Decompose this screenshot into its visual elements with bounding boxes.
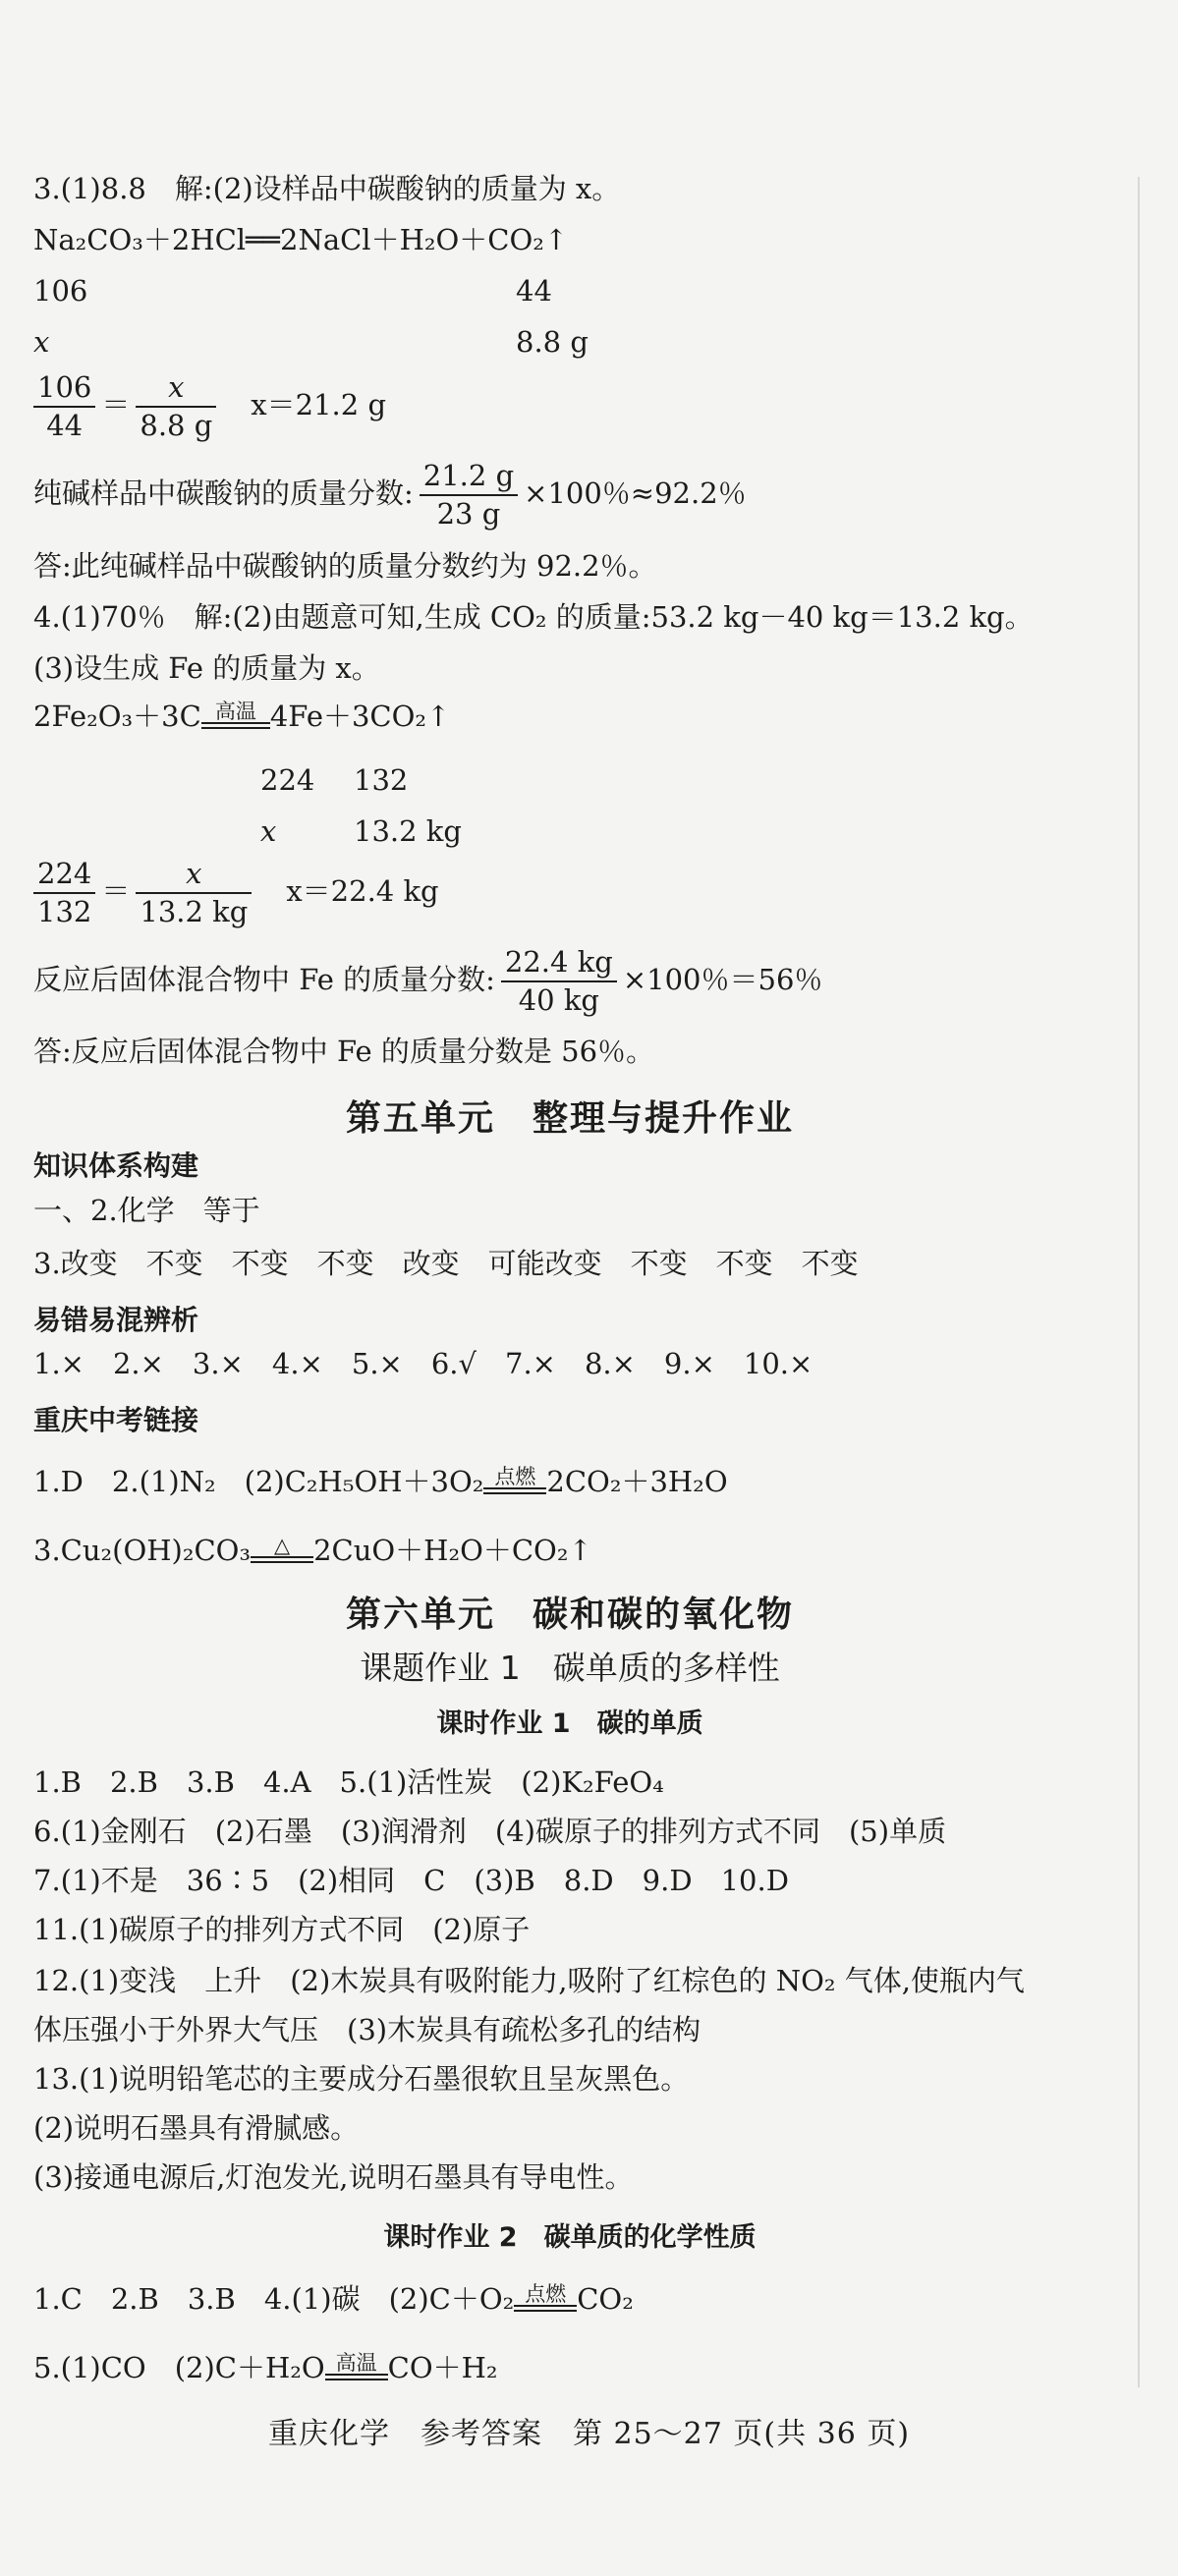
unit5-s3-l1-condition: 点燃 xyxy=(494,1465,536,1488)
unit6-line-3: 7.(1)不是 36∶5 (2)相同 C (3)B 8.D 9.D 10.D xyxy=(33,1864,789,1897)
p3-mass-right-2: 8.8 g xyxy=(516,325,589,359)
unit6-l10-condition: 点燃 xyxy=(525,2282,567,2306)
unit6-title: 第六单元 碳和碳的氧化物 xyxy=(345,1595,794,1635)
unit6-line-7: 13.(1)说明铅笔芯的主要成分石墨很软且呈灰黑色。 xyxy=(33,2062,690,2096)
p4-eq-condition: 高温 xyxy=(214,700,256,723)
equals-sign xyxy=(325,2374,388,2380)
equals-sign xyxy=(514,2305,577,2312)
p3-prop-num-2: x xyxy=(136,373,216,408)
unit6-l11-condition: 高温 xyxy=(335,2351,377,2375)
p4-prop-den-1: 132 xyxy=(37,895,92,928)
p3-fraction-den: 23 g xyxy=(436,497,501,531)
p4-equation xyxy=(33,702,450,737)
p4-mass-right-1: 132 xyxy=(354,763,409,797)
p3-mass-left-1: 106 xyxy=(33,274,88,308)
equals-sign xyxy=(201,722,270,729)
p4-prop-den-2: 13.2 kg xyxy=(140,895,249,928)
unit6-subtitle: 课题作业 1 碳单质的多样性 xyxy=(360,1649,780,1687)
p3-answer: 答:此纯碱样品中碳酸钠的质量分数约为 92.2％。 xyxy=(33,549,657,583)
unit6-l11-right: CO＋H₂ xyxy=(387,2351,498,2384)
unit5-section-3: 重庆中考链接 xyxy=(33,1404,199,1436)
p4-eq-right: 4Fe＋3CO₂↑ xyxy=(269,700,451,733)
unit5-s3-l2-left: 3.Cu₂(OH)₂CO₃ xyxy=(33,1534,252,1567)
p3-proportion: $\frac{106}{44}$ ＝ $\frac{x}{8.8 g}$ x＝21.2 g xyxy=(33,373,386,440)
p4-prop-num-2: x xyxy=(136,860,252,894)
unit6-l11-left: 5.(1)CO (2)C＋H₂O xyxy=(33,2351,325,2384)
p4-mass-right-2: 13.2 kg xyxy=(354,814,462,848)
p4-proportion: $\frac{224}{132}$ ＝ $\frac{x}{13.2 kg}$ x＝22.4 kg xyxy=(33,860,439,926)
unit5-s3-l1-right: 2CO₂＋3H₂O xyxy=(546,1465,728,1498)
unit6-line-4: 11.(1)碳原子的排列方式不同 (2)原子 xyxy=(33,1913,531,1946)
p4-fraction-suffix: ×100％＝56％ xyxy=(622,963,823,996)
unit5-s3-l1-left: 1.D 2.(1)N₂ (2)C₂H₅OH＋3O₂ xyxy=(33,1465,484,1498)
unit5-s1-line-1: 一、2.化学 等于 xyxy=(33,1194,260,1227)
p4-prop-result: x＝22.4 kg xyxy=(286,874,439,908)
unit6-line-10 xyxy=(33,2282,634,2320)
unit5-title: 第五单元 整理与提升作业 xyxy=(345,1098,794,1139)
p4-line-1: 4.(1)70％ 解:(2)由题意可知,生成 CO₂ 的质量:53.2 kg－40 kg＝13.2 kg。 xyxy=(33,600,1034,634)
equals-sign xyxy=(483,1487,546,1494)
p4-mass-left-1: 224 xyxy=(260,763,315,797)
unit6-line-1: 1.B 2.B 3.B 4.A 5.(1)活性炭 (2)K₂FeO₄ xyxy=(33,1765,664,1799)
unit5-section-1: 知识体系构建 xyxy=(33,1149,199,1182)
unit6-lesson-1-title: 课时作业 1 碳的单质 xyxy=(436,1708,703,1739)
unit5-section-2: 易错易混辨析 xyxy=(33,1304,199,1336)
unit6-line-6: 体压强小于外界大气压 (3)木炭具有疏松多孔的结构 xyxy=(33,2013,701,2046)
unit5-s3-l2-condition: △ xyxy=(274,1534,291,1557)
p4-mass-left-2: x xyxy=(260,814,277,848)
p3-prop-den-2: 8.8 g xyxy=(140,409,213,442)
unit6-line-5: 12.(1)变浅 上升 (2)木炭具有吸附能力,吸附了红棕色的 NO₂ 气体,使瓶内气 xyxy=(33,1964,1025,1997)
p3-fraction-suffix: ×100％≈92.2％ xyxy=(524,476,747,510)
unit6-l10-left: 1.C 2.B 3.B 4.(1)碳 (2)C＋O₂ xyxy=(33,2282,515,2316)
unit5-s3-line-2 xyxy=(33,1534,592,1571)
p3-fraction-prefix: 纯碱样品中碳酸钠的质量分数: xyxy=(33,476,414,510)
p4-fraction-prefix: 反应后固体混合物中 Fe 的质量分数: xyxy=(33,963,495,996)
unit6-line-2: 6.(1)金刚石 (2)石墨 (3)润滑剂 (4)碳原子的排列方式不同 (5)单质 xyxy=(33,1815,947,1848)
p4-eq-left: 2Fe₂O₃＋3C xyxy=(33,700,201,733)
unit5-s3-line-1 xyxy=(33,1465,728,1502)
unit6-line-11 xyxy=(33,2351,498,2388)
p4-fraction-num: 22.4 kg xyxy=(501,948,617,982)
unit5-s1-line-2: 3.改变 不变 不变 不变 改变 可能改变 不变 不变 不变 xyxy=(33,1247,859,1280)
p3-fraction-num: 21.2 g xyxy=(420,462,518,496)
p4-line-2: (3)设生成 Fe 的质量为 x。 xyxy=(33,651,380,685)
p3-prop-result: x＝21.2 g xyxy=(251,388,387,421)
page-footer: 重庆化学 参考答案 第 25～27 页(共 36 页) xyxy=(267,2417,911,2451)
p3-line-1: 3.(1)8.8 解:(2)设样品中碳酸钠的质量为 x。 xyxy=(33,172,621,205)
p4-prop-num-1: 224 xyxy=(33,860,95,894)
p3-prop-num-1: 106 xyxy=(33,373,95,408)
unit6-lesson-2-title: 课时作业 2 碳单质的化学性质 xyxy=(383,2222,757,2253)
p3-equation: Na₂CO₃＋2HCl══2NaCl＋H₂O＋CO₂↑ xyxy=(33,223,569,256)
unit6-l10-right: CO₂ xyxy=(577,2282,634,2316)
unit5-s2-line-1: 1.× 2.× 3.× 4.× 5.× 6.√ 7.× 8.× 9.× 10.× xyxy=(33,1347,813,1380)
unit6-line-9: (3)接通电源后,灯泡发光,说明石墨具有导电性。 xyxy=(33,2160,634,2194)
unit5-s3-l2-right: 2CuO＋H₂O＋CO₂↑ xyxy=(313,1534,592,1567)
p3-mass-right-1: 44 xyxy=(516,274,552,308)
p3-mass-left-2: x xyxy=(33,325,50,359)
p4-fraction-line xyxy=(33,945,823,1017)
equals-sign xyxy=(251,1556,313,1563)
column-divider xyxy=(1138,177,1140,2387)
p4-answer: 答:反应后固体混合物中 Fe 的质量分数是 56％。 xyxy=(33,1035,655,1068)
unit6-line-8: (2)说明石墨具有滑腻感。 xyxy=(33,2111,360,2145)
p3-fraction-line xyxy=(33,459,747,531)
p4-fraction-den: 40 kg xyxy=(518,983,599,1017)
p3-prop-den-1: 44 xyxy=(46,409,84,442)
